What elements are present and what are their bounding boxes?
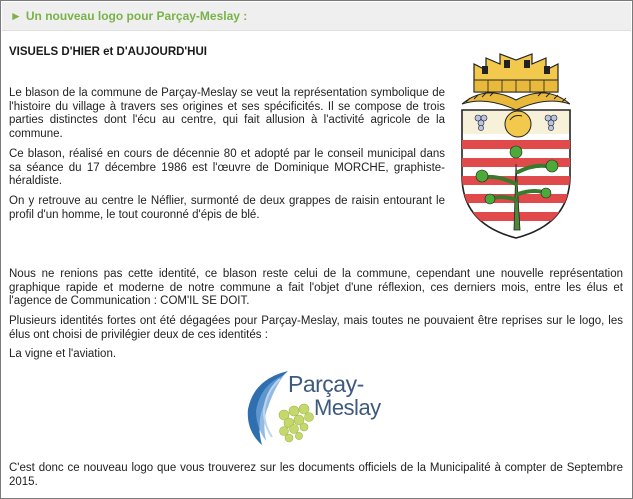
section-heading-text: Un nouveau logo pour Parçay-Meslay :: [25, 9, 248, 23]
logo-text-line1: Parçay-: [288, 371, 364, 397]
paragraph-blason-description: On y retrouve au centre le Néflier, surmonté de deux grappes de raisin entourant le profil d'un homme, le tout couronné d'épis de blé.: [9, 195, 445, 221]
paragraph-new-identity: Nous ne renions pas cette identité, ce blason reste celui de la commune, cependant une nouvelle représentation graphique rapide et moderne de notre commune a fait l'objet d'une réflexion, ces derniers mois, entre les élus et l'agence de Communication : COM'IL SE DOIT.: [9, 268, 623, 307]
paragraph-identities: Plusieurs identités fortes ont été dégagées pour Parçay-Meslay, mais toutes ne pouvaient être reprises sur le logo, les élus ont choisi de privilégier deux de ces identités :: [9, 315, 623, 341]
coat-of-arms-image: [456, 44, 576, 240]
crown-icon: [474, 54, 558, 92]
logo-grapes-icon: [279, 404, 314, 442]
subheading: VISUELS D'HIER et D'AUJOURD'HUI: [9, 46, 207, 58]
paragraph-blason-history: Ce blason, réalisé en cours de décennie 80 et adopté par le conseil municipal dans sa séance du 17 décembre 1986 est l'œuvre de Dominique MORCHE, graphiste-héraldiste.: [9, 148, 445, 187]
head-profile-icon: [505, 111, 531, 137]
bullet-icon: ►: [10, 9, 22, 23]
paragraph-blason-intro: Le blason de la commune de Parçay-Meslay se veut la représentation symbolique de l'histoire du village à travers ses origines et ses spécificités. Il se compose de trois parties distinctes dont l'écu au centre, qui fait allusion à l'activité agricole de la commune.: [9, 87, 445, 140]
paragraph-conclusion: C'est donc ce nouveau logo que vous trouverez sur les documents officiels de la Municipalité à compter de Septembre 2015.: [9, 462, 623, 488]
section-heading: [10, 9, 247, 23]
logo-text-line2: Meslay: [314, 395, 381, 420]
wheat-ears-icon: [462, 92, 570, 110]
paragraph-vine-aviation: La vigne et l'aviation.: [9, 348, 117, 360]
